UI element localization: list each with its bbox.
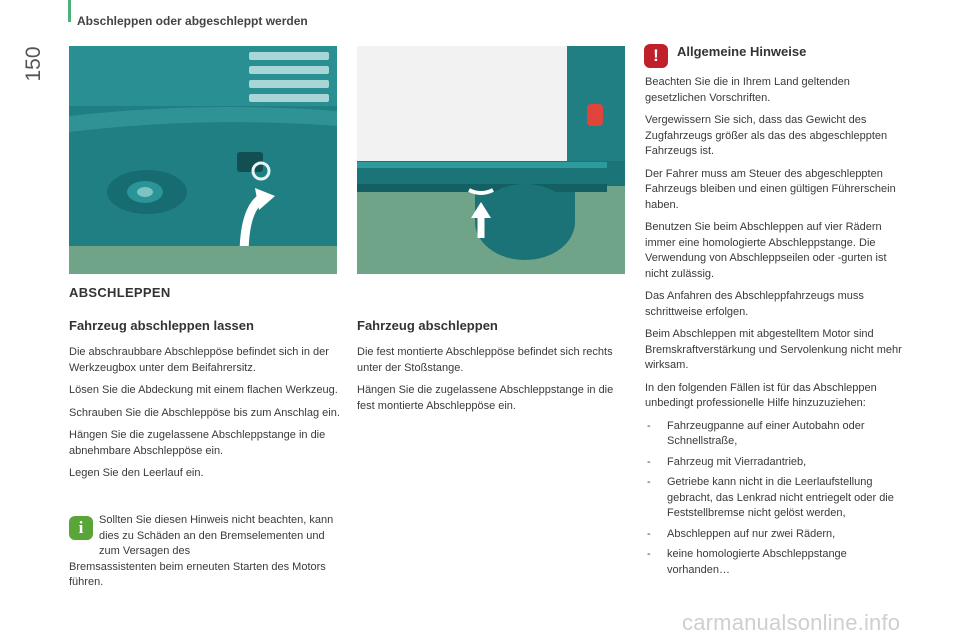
left-paragraph: Lösen Sie die Abdeckung mit einem flachen Werkzeug. (69, 384, 338, 396)
list-marker: - (647, 455, 651, 468)
front-bumper-illustration (69, 46, 337, 274)
info-icon: i (69, 516, 93, 540)
list-marker: - (647, 527, 651, 540)
header-accent-bar (68, 0, 71, 22)
left-paragraph: Schrauben Sie die Abschleppöse bis zum Anschlag ein. (69, 406, 340, 419)
note-text-full: Bremsassistenten beim erneuten Starten des Motors führen. (69, 560, 326, 588)
middle-column-text (357, 345, 625, 421)
note-box (69, 513, 341, 591)
list-item-text: Fahrzeug mit Vierradantrieb, (667, 455, 807, 468)
right-paragraph: Das Anfahren des Abschleppfahrzeugs muss schrittweise erfolgen. (645, 290, 864, 318)
list-item (645, 455, 910, 471)
right-paragraph: Vergewissern Sie sich, dass das Gewicht des Zugfahrzeugs größer als das des abgeschleppten Fahrzeugs ist. (645, 114, 888, 157)
list-item-text: keine homologierte Abschleppstange vorhanden… (667, 548, 847, 576)
list-item-text: Abschleppen auf nur zwei Rädern, (667, 527, 836, 540)
right-paragraph: In den folgenden Fällen ist für das Abschleppen unbedingt professionelle Hilfe hinzuzuziehen: (645, 381, 877, 409)
left-paragraph: Die abschraubbare Abschleppöse befindet sich in der Werkzeugbox unter dem Beifahrersitz. (69, 346, 329, 374)
middle-column-title: Fahrzeug abschleppen (357, 318, 498, 333)
page-number: 150 (22, 46, 45, 82)
list-marker: - (647, 419, 651, 432)
list-marker: - (647, 548, 651, 560)
note-text-indented: Sollten Sie diesen Hinweis nicht beachten, kann dies zu Schäden an den Bremselementen und zum Versagen des (99, 514, 334, 557)
left-paragraph: Hängen Sie die zugelassene Abschleppstange in die abnehmbare Abschleppöse ein. (69, 429, 326, 457)
right-paragraph: Der Fahrer muss am Steuer des abgeschleppten Fahrzeugs bleiben und einen gültigen Führerschein haben. (645, 167, 896, 211)
list-item (645, 475, 910, 522)
page-header: Abschleppen oder abgeschleppt werden (77, 14, 308, 28)
left-column-text (69, 345, 341, 489)
section-title: ABSCHLEPPEN (69, 285, 171, 300)
warning-icon: ! (644, 44, 668, 68)
right-paragraph: Beim Abschleppen mit abgestelltem Motor sind Bremskraftverstärkung und Servolenkung nicht mehr wirksam. (645, 328, 902, 371)
list-marker: - (647, 476, 651, 488)
left-column-title: Fahrzeug abschleppen lassen (69, 318, 254, 333)
professional-help-list (645, 419, 910, 579)
list-item-text: Fahrzeugpanne auf einer Autobahn oder Schnellstraße, (667, 419, 865, 447)
right-column-title: Allgemeine Hinweise (677, 44, 807, 59)
right-paragraph: Beachten Sie die in Ihrem Land geltenden gesetzlichen Vorschriften. (645, 76, 850, 104)
list-item (645, 419, 910, 450)
right-paragraph: Benutzen Sie beim Abschleppen auf vier Rädern immer eine homologierte Abschleppstange. Die Verwendung von Abschleppseilen oder -gurten ist nicht zulässig. (645, 221, 887, 280)
right-column-text (645, 75, 910, 583)
list-item (645, 527, 910, 543)
list-item-text: Getriebe kann nicht in die Leerlaufstellung gebracht, das Lenkrad nicht entriegelt oder die Feststellbremse nicht gelöst werden, (667, 476, 894, 519)
left-paragraph: Legen Sie den Leerlauf ein. (69, 467, 204, 479)
rear-bumper-illustration (357, 46, 625, 274)
list-item (645, 547, 910, 578)
middle-paragraph: Die fest montierte Abschleppöse befindet sich rechts unter der Stoßstange. (357, 346, 613, 374)
watermark: carmanualsonline.info (682, 610, 901, 635)
middle-paragraph: Hängen Sie die zugelassene Abschleppstange in die fest montierte Abschleppöse ein. (357, 384, 614, 412)
